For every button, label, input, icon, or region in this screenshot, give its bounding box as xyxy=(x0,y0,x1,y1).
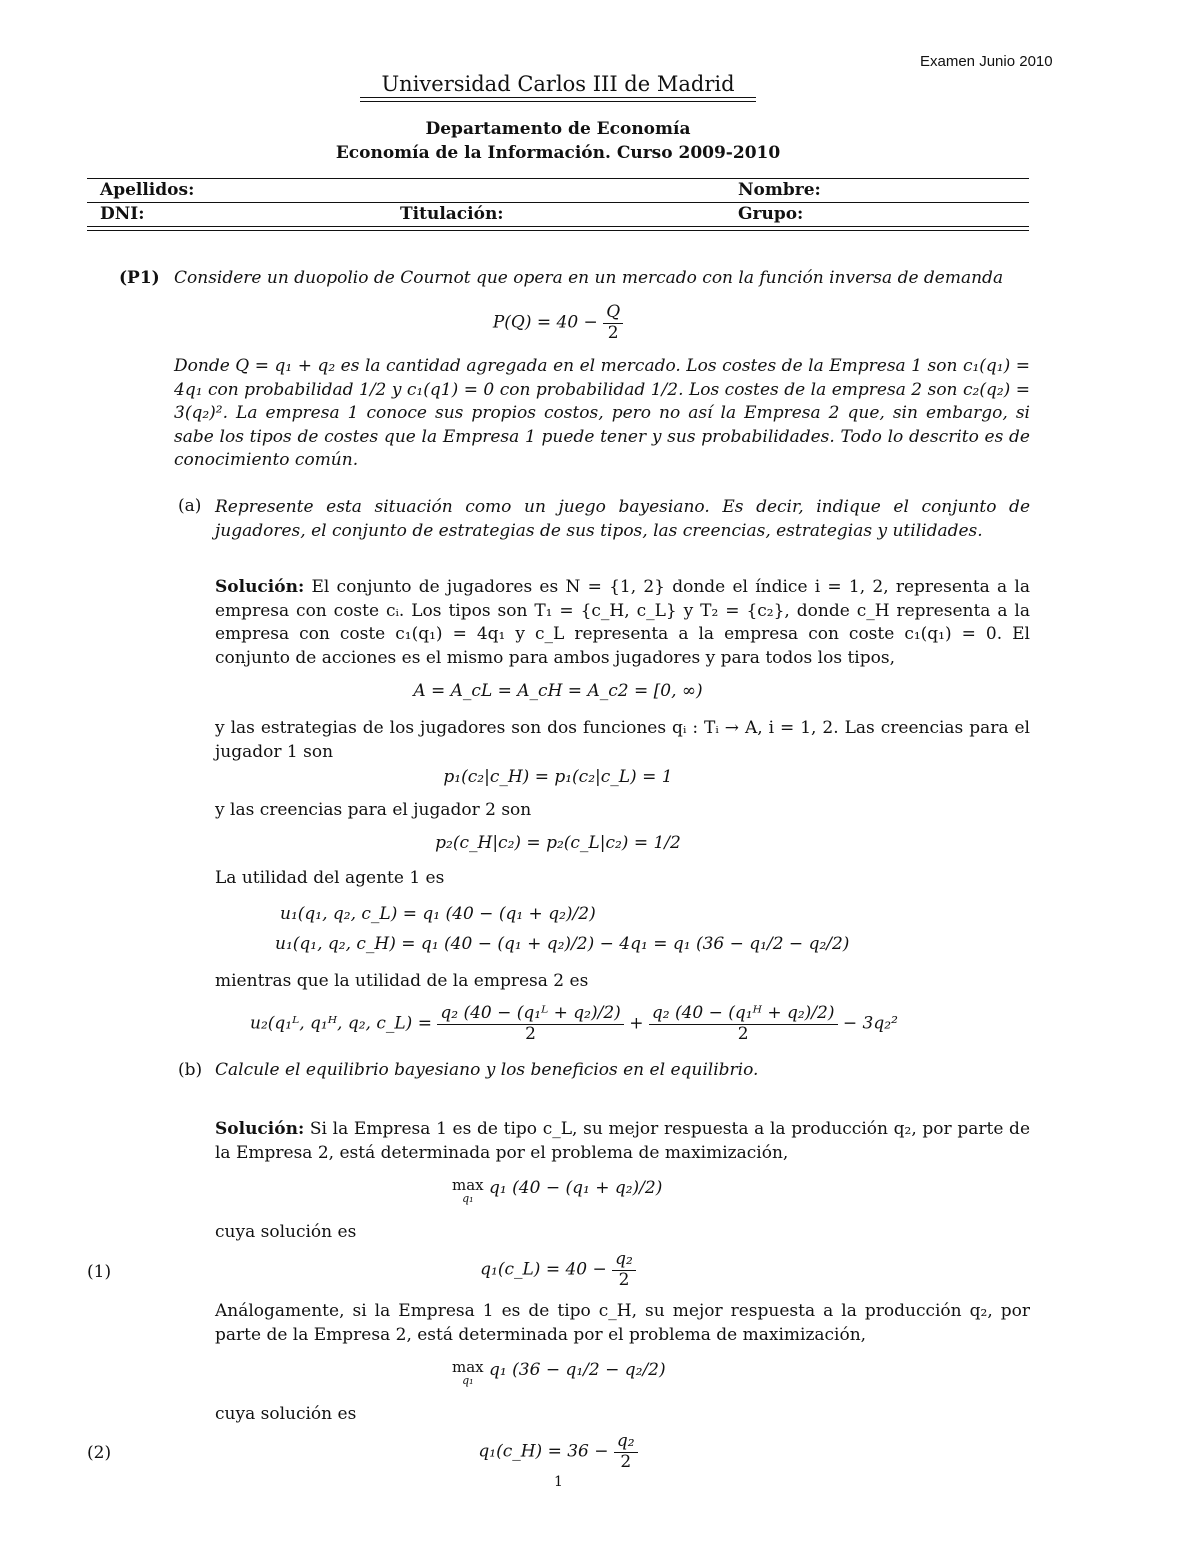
eq-solution-1: q₁(c_L) = 40 − $\frac{\text{q₂}}{2}$ xyxy=(0,1250,1116,1290)
form-rule-bottom-1 xyxy=(87,226,1029,227)
form-rule-mid xyxy=(87,202,1029,203)
equation-number-1: (1) xyxy=(87,1262,112,1282)
title-rule-1 xyxy=(360,97,756,98)
part-a-solution-1: Solución: El conjunto de jugadores es N = {1, 2} donde el índice i = 1, 2, representa a la empresa con coste cᵢ. Los tipos son T₁ = {c_H, c_L} y T₂ = {c₂}, donde c_H representa a la empresa con coste c₁(q₁) = 4q₁ y c_L representa a la empresa con coste c₁(q₁) = 0. El conjunto de acciones es el mismo para ambos jugadores y para todos los tipos, xyxy=(215,577,1030,668)
part-b-solution-4: cuya solución es xyxy=(215,1404,357,1424)
university-title: Universidad Carlos III de Madrid xyxy=(381,72,735,96)
course-title: Economía de la Información. Curso 2009-2010 xyxy=(335,143,781,163)
part-a-question: Represente esta situación como un juego bayesiano. Es decir, indique el conjunto de jugadores, el conjunto de estrategias de sus tipos, las creencias, estrategias y utilidades. xyxy=(215,497,1030,541)
form-rule-top xyxy=(87,178,1029,179)
part-a-solution-5: mientras que la utilidad de la empresa 2 es xyxy=(215,971,589,991)
eq-solution-2: q₁(c_H) = 36 − $\frac{\text{q₂}}{2}$ xyxy=(0,1432,1116,1472)
field-grupo: Grupo: xyxy=(738,204,804,224)
field-apellidos: Apellidos: xyxy=(100,180,195,200)
problem-description: Donde Q = q₁ + q₂ es la cantidad agregada en el mercado. Los costes de la Empresa 1 son c₁(q₁) = 4q₁ con probabilidad 1/2 y c₁(q1) = 0 con probabilidad 1/2. Los costes de la empresa 2 son c₂(q₂) = 3(q₂)². La empresa 1 conoce sus propios costos, pero no así la Empresa 2 que, sin embargo, si sabe los tipos de costes que la Empresa 1 puede tener y sus probabilidades. Todo lo descrito es de conocimiento común. xyxy=(174,356,1030,470)
part-a-solution-3: y las creencias para el jugador 2 son xyxy=(215,800,532,820)
page-number: 1 xyxy=(554,1474,563,1490)
part-b-question: Calcule el equilibrio bayesiano y los beneficios en el equilibrio. xyxy=(215,1060,759,1080)
eq-max-1: max q₁ q₁ (40 − (q₁ + q₂)/2) xyxy=(452,1176,663,1205)
eq-u2: u₂(q₁ᴸ, q₁ᴴ, q₂, c_L) = $\frac{\text{q₂ (40 − (q₁ᴸ + q₂)/2)}}{2}$ + $\frac{\text{q₂ (40 − (q₁ᴴ + q₂)/2)}}{2}$ − 3q₂² xyxy=(250,1003,898,1044)
eq-beliefs-2: p₂(c_H|c₂) = p₂(c_L|c₂) = 1/2 xyxy=(435,833,681,853)
exam-tag: Examen Junio 2010 xyxy=(920,53,1053,70)
field-dni: DNI: xyxy=(100,204,145,224)
part-b-solution-2: cuya solución es xyxy=(215,1222,357,1242)
problem-statement: Considere un duopolio de Cournot que opera en un mercado con la función inversa de demanda xyxy=(174,268,1004,288)
part-a-solution-2: y las estrategias de los jugadores son dos funciones qᵢ : Tᵢ → A, i = 1, 2. Las creencias para el jugador 1 son xyxy=(215,718,1030,762)
part-b-solution-1: Solución: Si la Empresa 1 es de tipo c_L, su mejor respuesta a la producción q₂, por parte de la Empresa 2, está determinada por el problema de maximización, xyxy=(215,1119,1030,1163)
part-a-label: (a) xyxy=(178,496,202,516)
eq-beliefs-1: p₁(c₂|c_H) = p₁(c₂|c_L) = 1 xyxy=(443,767,673,787)
problem-label: (P1) xyxy=(119,268,160,288)
part-b-label: (b) xyxy=(178,1060,203,1080)
eq-u1-high: u₁(q₁, q₂, c_H) = q₁ (40 − (q₁ + q₂)/2) − 4q₁ = q₁ (36 − q₁/2 − q₂/2) xyxy=(275,934,850,954)
part-b-solution-3: Análogamente, si la Empresa 1 es de tipo c_H, su mejor respuesta a la producción q₂, por parte de la Empresa 2, está determinada por el problema de maximización, xyxy=(215,1301,1030,1345)
field-nombre: Nombre: xyxy=(738,180,821,200)
form-rule-bottom-2 xyxy=(87,230,1029,231)
field-titulacion: Titulación: xyxy=(400,204,504,224)
eq-max-2: max q₁ q₁ (36 − q₁/2 − q₂/2) xyxy=(452,1358,666,1387)
department-title: Departamento de Economía xyxy=(425,119,691,139)
equation-number-2: (2) xyxy=(87,1443,112,1463)
title-rule-2 xyxy=(360,101,756,102)
eq-u1-low: u₁(q₁, q₂, c_L) = q₁ (40 − (q₁ + q₂)/2) xyxy=(280,904,596,924)
eq-demand: P(Q) = 40 − $\frac{Q}{2}$ xyxy=(0,303,1116,343)
eq-actions: A = A_cL = A_cH = A_c2 = [0, ∞) xyxy=(413,681,703,701)
part-a-solution-4: La utilidad del agente 1 es xyxy=(215,868,445,888)
